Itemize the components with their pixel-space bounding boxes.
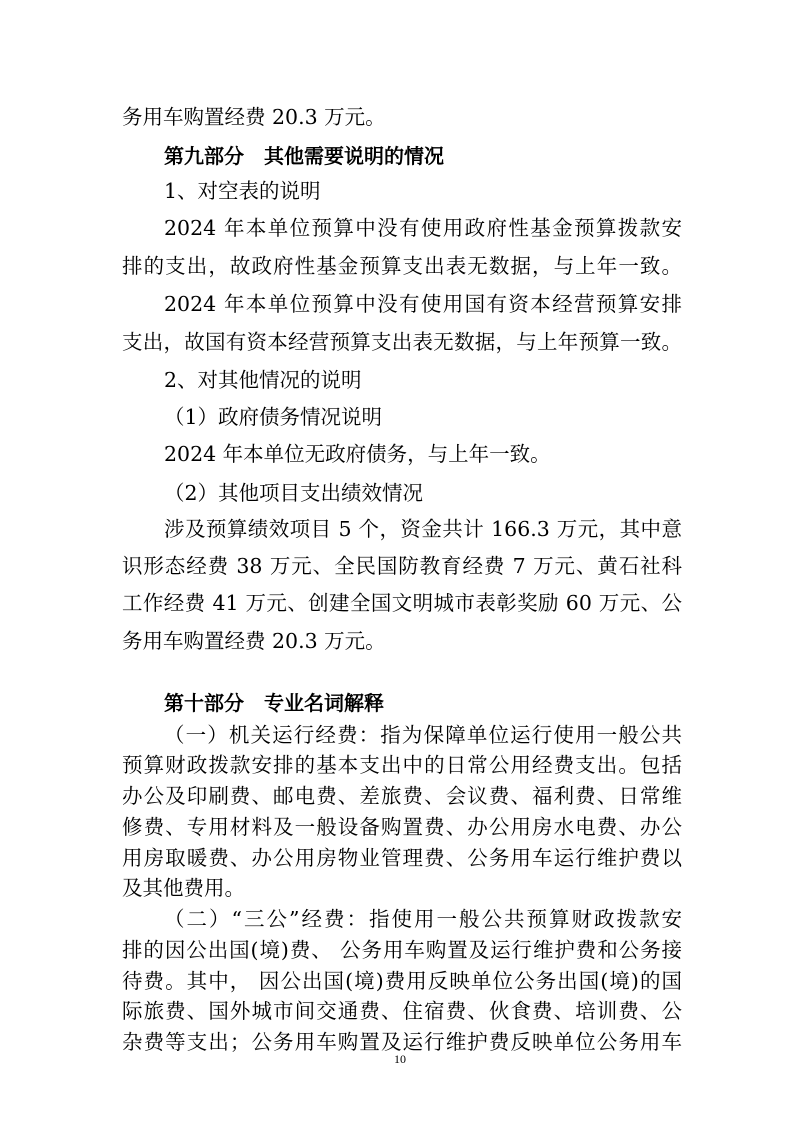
paragraph-line: 2024 年本单位无政府债务，与上年一致。 [164, 442, 551, 466]
paragraph-line: 务用车购置经费 20.3 万元。 [122, 629, 386, 653]
paragraph-line: 排的因公出国(境)费、 公务用车购置及运行维护费和公务接 [122, 938, 682, 962]
item-heading: （1）政府债务情况说明 [164, 405, 383, 429]
page-number: 10 [394, 1052, 406, 1066]
text-line: 务用车购置经费 20.3 万元。 [122, 105, 386, 129]
paragraph-line: 及其他费用。 [122, 876, 245, 900]
subsection-heading: 2、对其他情况的说明 [164, 368, 362, 392]
paragraph-line: 待费。其中， 因公出国(境)费用反映单位公务出国(境)的国 [122, 969, 682, 993]
paragraph-line: 工作经费 41 万元、创建全国文明城市表彰奖励 60 万元、公 [122, 591, 682, 615]
item-heading: （2）其他项目支出绩效情况 [164, 481, 424, 505]
paragraph-line: 2024 年本单位预算中没有使用政府性基金预算拨款安 [164, 216, 682, 240]
paragraph-line: 办公及印刷费、邮电费、差旅费、会议费、福利费、日常维 [122, 784, 682, 808]
subsection-heading: 1、对空表的说明 [164, 179, 321, 203]
section-heading-ten: 第十部分 专业名词解释 [164, 691, 384, 715]
paragraph-line: 际旅费、国外城市间交通费、住宿费、伙食费、培训费、公 [122, 999, 682, 1023]
paragraph-line: （一）机关运行经费：指为保障单位运行使用一般公共 [164, 723, 682, 747]
paragraph-line: 排的支出，故政府性基金预算支出表无数据，与上年一致。 [122, 254, 682, 278]
paragraph-line: 识形态经费 38 万元、全民国防教育经费 7 万元、黄石社科 [122, 554, 682, 578]
section-heading-nine: 第九部分 其他需要说明的情况 [164, 144, 444, 168]
paragraph-line: 预算财政拨款安排的基本支出中的日常公用经费支出。包括 [122, 753, 682, 777]
paragraph-line: 涉及预算绩效项目 5 个，资金共计 166.3 万元，其中意 [164, 517, 682, 541]
paragraph-line: 2024 年本单位预算中没有使用国有资本经营预算安排 [164, 292, 682, 316]
paragraph-line: 修费、专用材料及一般设备购置费、办公用房水电费、办公 [122, 815, 682, 839]
paragraph-line: 杂费等支出；公务用车购置及运行维护费反映单位公务用车 [122, 1030, 682, 1054]
paragraph-line: 用房取暖费、办公用房物业管理费、公务用车运行维护费以 [122, 846, 682, 870]
paragraph-line: （二）“三公”经费：指使用一般公共预算财政拨款安 [164, 907, 682, 931]
paragraph-line: 支出，故国有资本经营预算支出表无数据，与上年预算一致。 [122, 330, 682, 354]
